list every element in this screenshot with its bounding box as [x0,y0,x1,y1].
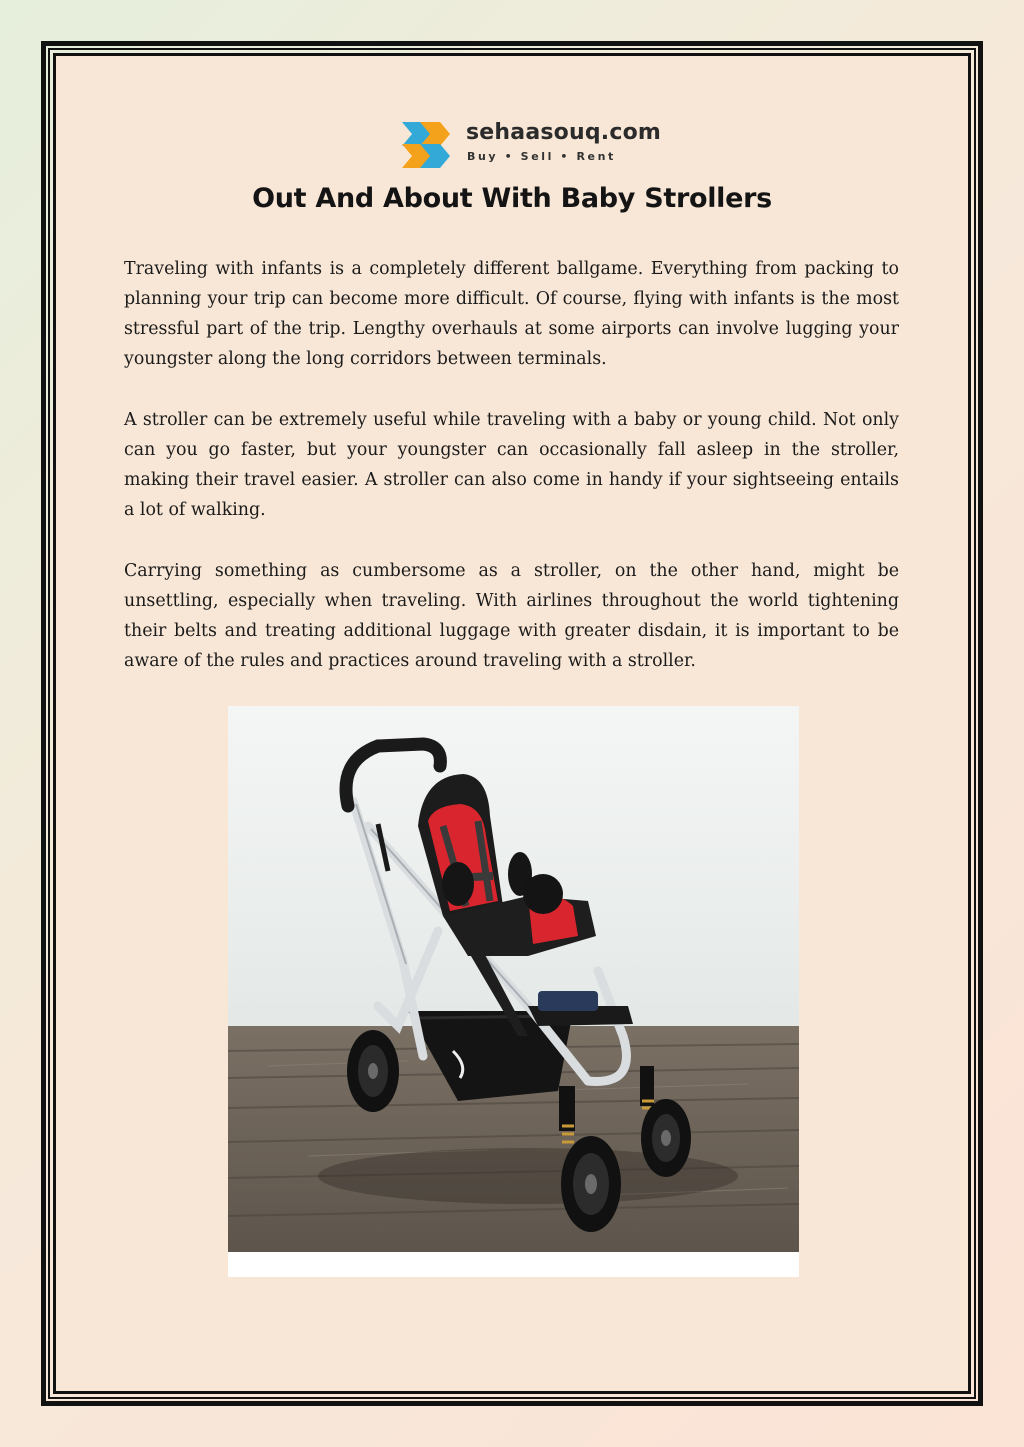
paragraph-2: A stroller can be extremely useful while traveling with a baby or young child. Not only can you go faster, but your youngster can occasionally fall asleep in the stroller, making their travel easier. A stroller can also come in handy if your sightseeing entails a lot of walking. [124,410,899,520]
logo-tagline: Buy • Sell • Rent [467,150,616,163]
brand-logo[interactable] [400,120,660,174]
page-title: Out And About With Baby Strollers [252,183,772,214]
paragraph-3: Carrying something as cumbersome as a stroller, on the other hand, might be unsettling, especially when traveling. With airlines throughout the world tightening their belts and treating additional luggage with greater disdain, it is important to be aware of the rules and practices around traveling with a stroller. [124,561,899,671]
stroller-photo [228,706,799,1277]
logo-name: sehaasouq.com [466,120,662,145]
paragraph-1: Traveling with infants is a completely different ballgame. Everything from packing to planning your trip can become more difficult. Of course, flying with infants is the most stressful part of the trip. Lengthy overhauls at some airports can involve lugging your youngster along the long corridors between terminals. [124,259,899,369]
stroller-illustration [228,706,799,1277]
sehaasouq-logo-icon [400,120,456,170]
